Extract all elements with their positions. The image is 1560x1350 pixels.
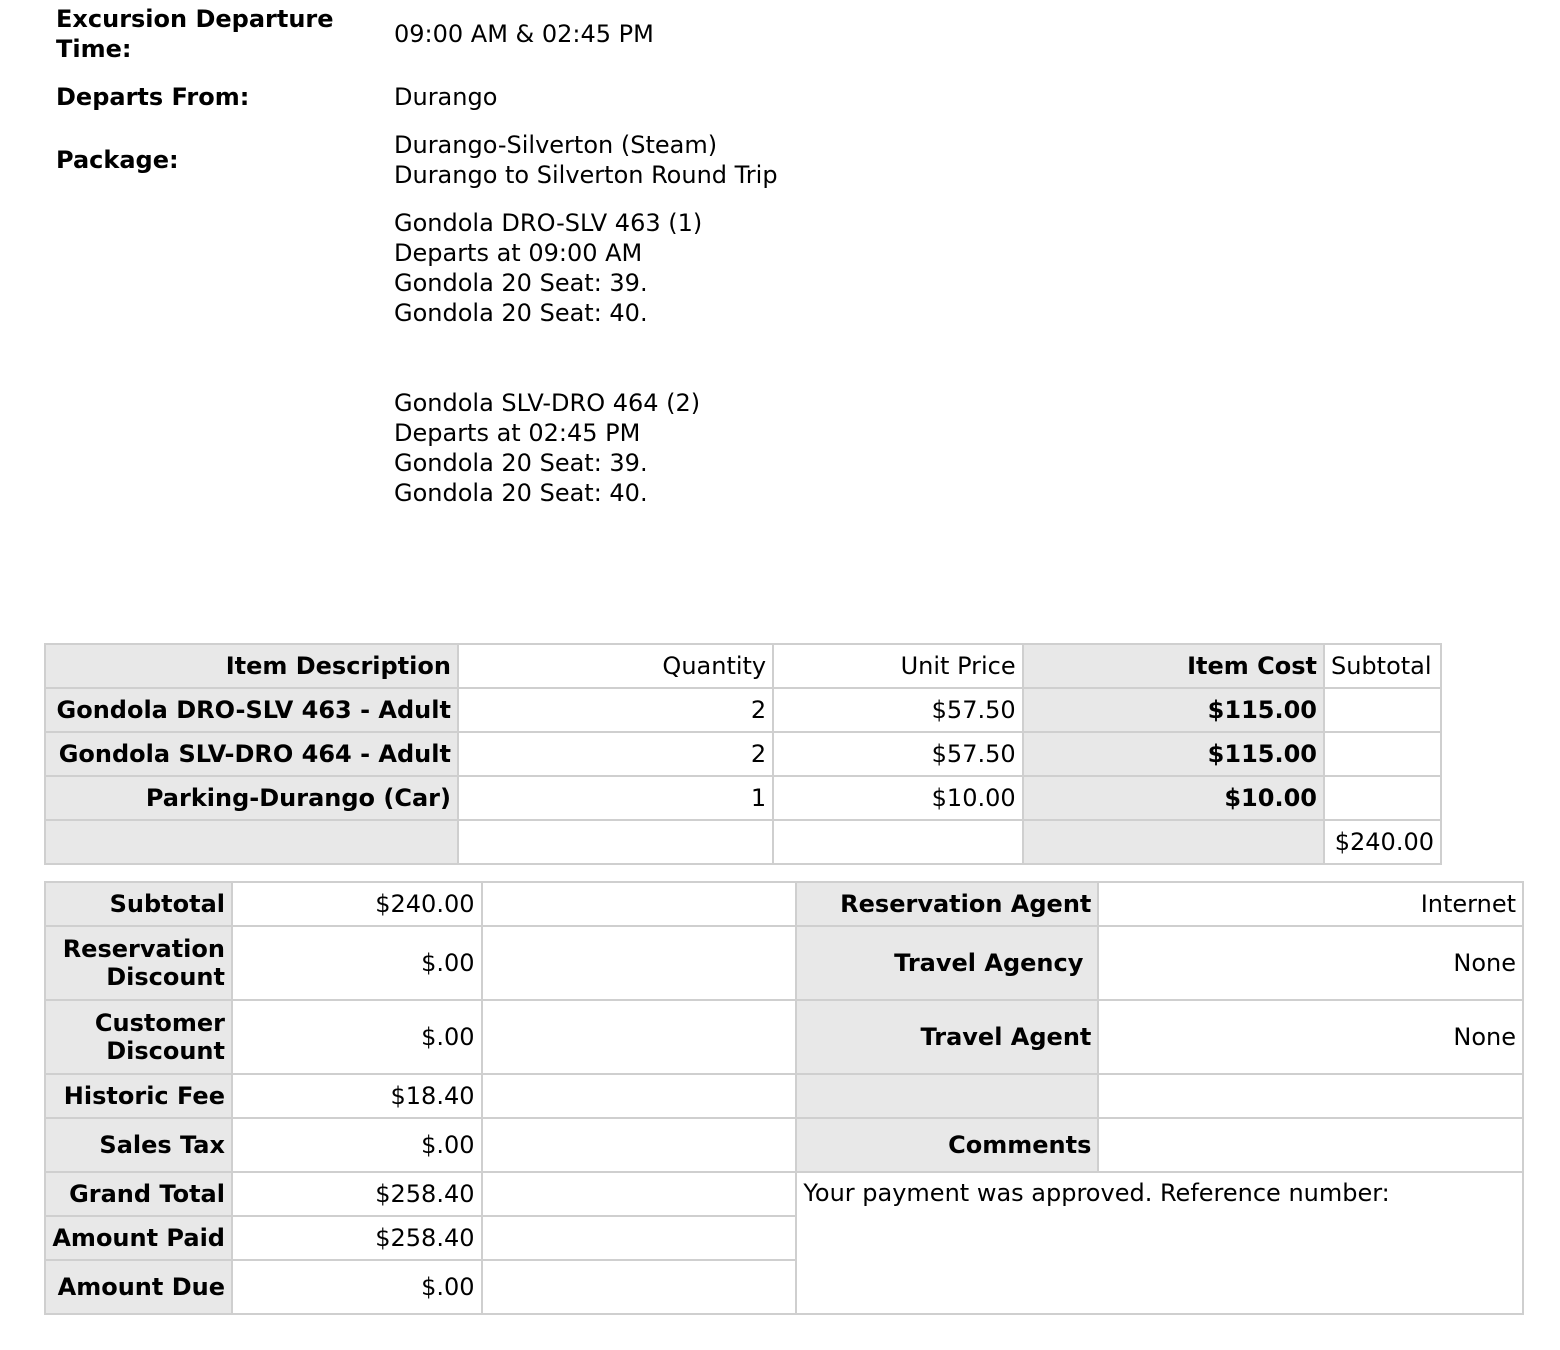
travel-agency-value: None	[1098, 926, 1523, 1000]
items-table	[44, 643, 1442, 865]
item-cost: $115.00	[1023, 732, 1324, 776]
empty-cell	[482, 1074, 797, 1118]
item-subtotal	[1324, 776, 1441, 820]
historic-fee-value: $18.40	[232, 1074, 482, 1118]
header-item-description: Item Description	[45, 644, 458, 688]
reservation-discount-label: Reservation Discount	[45, 926, 232, 1000]
trip-details-outbound: Gondola DRO-SLV 463 (1) Departs at 09:00 AM Gondola 20 Seat: 39. Gondola 20 Seat: 40.	[394, 209, 703, 327]
amount-due-label: Amount Due	[45, 1260, 232, 1314]
reservation-agent-value: Internet	[1098, 882, 1523, 926]
table-row	[45, 732, 1441, 776]
amount-paid-label: Amount Paid	[45, 1216, 232, 1260]
item-unit-price: $57.50	[773, 732, 1023, 776]
empty-cell	[458, 820, 773, 864]
item-cost: $115.00	[1023, 688, 1324, 732]
empty-cell	[796, 1074, 1098, 1118]
amount-paid-value: $258.40	[232, 1216, 482, 1260]
departure-time-value: 09:00 AM & 02:45 PM	[394, 20, 654, 48]
item-description: Parking-Durango (Car)	[45, 776, 458, 820]
payment-message: Your payment was approved. Reference number:	[796, 1172, 1523, 1314]
package-label: Package:	[56, 146, 179, 174]
travel-agent-value: None	[1098, 1000, 1523, 1074]
header-subtotal: Subtotal	[1324, 644, 1441, 688]
empty-cell	[482, 1216, 797, 1260]
amount-due-value: $.00	[232, 1260, 482, 1314]
table-row	[45, 776, 1441, 820]
item-quantity: 1	[458, 776, 773, 820]
empty-cell	[482, 882, 797, 926]
historic-fee-label: Historic Fee	[45, 1074, 232, 1118]
grand-total-value: $258.40	[232, 1172, 482, 1216]
item-cost: $10.00	[1023, 776, 1324, 820]
item-description: Gondola SLV-DRO 464 - Adult	[45, 732, 458, 776]
subtotal-label: Subtotal	[45, 882, 232, 926]
departure-time-label: Excursion Departure Time:	[56, 5, 334, 63]
item-quantity: 2	[458, 688, 773, 732]
reservation-agent-label: Reservation Agent	[796, 882, 1098, 926]
item-unit-price: $57.50	[773, 688, 1023, 732]
items-total-row	[45, 820, 1441, 864]
item-quantity: 2	[458, 732, 773, 776]
empty-cell	[482, 1000, 797, 1074]
customer-discount-value: $.00	[232, 1000, 482, 1074]
item-unit-price: $10.00	[773, 776, 1023, 820]
empty-cell	[482, 926, 797, 1000]
travel-agency-label: Travel Agency	[796, 926, 1098, 1000]
empty-cell	[482, 1260, 797, 1314]
empty-cell	[1023, 820, 1324, 864]
comments-label: Comments	[796, 1118, 1098, 1172]
item-description: Gondola DRO-SLV 463 - Adult	[45, 688, 458, 732]
header-item-cost: Item Cost	[1023, 644, 1324, 688]
departs-from-value: Durango	[394, 83, 498, 111]
travel-agent-label: Travel Agent	[796, 1000, 1098, 1074]
table-row	[45, 688, 1441, 732]
empty-cell	[482, 1172, 797, 1216]
customer-discount-label: Customer Discount	[45, 1000, 232, 1074]
sales-tax-label: Sales Tax	[45, 1118, 232, 1172]
item-subtotal	[1324, 732, 1441, 776]
departs-from-label: Departs From:	[56, 83, 250, 111]
empty-cell	[45, 820, 458, 864]
item-subtotal	[1324, 688, 1441, 732]
header-unit-price: Unit Price	[773, 644, 1023, 688]
reservation-discount-value: $.00	[232, 926, 482, 1000]
comments-value	[1098, 1118, 1523, 1172]
sales-tax-value: $.00	[232, 1118, 482, 1172]
trip-details-return: Gondola SLV-DRO 464 (2) Departs at 02:45 PM Gondola 20 Seat: 39. Gondola 20 Seat: 40.	[394, 389, 701, 507]
header-quantity: Quantity	[458, 644, 773, 688]
items-total-subtotal: $240.00	[1324, 820, 1441, 864]
subtotal-value: $240.00	[232, 882, 482, 926]
summary-table	[44, 881, 1524, 1315]
package-value: Durango-Silverton (Steam) Durango to Silverton Round Trip	[394, 131, 778, 189]
empty-cell	[773, 820, 1023, 864]
grand-total-label: Grand Total	[45, 1172, 232, 1216]
empty-cell	[482, 1118, 797, 1172]
empty-cell	[1098, 1074, 1523, 1118]
items-header-row	[45, 644, 1441, 688]
